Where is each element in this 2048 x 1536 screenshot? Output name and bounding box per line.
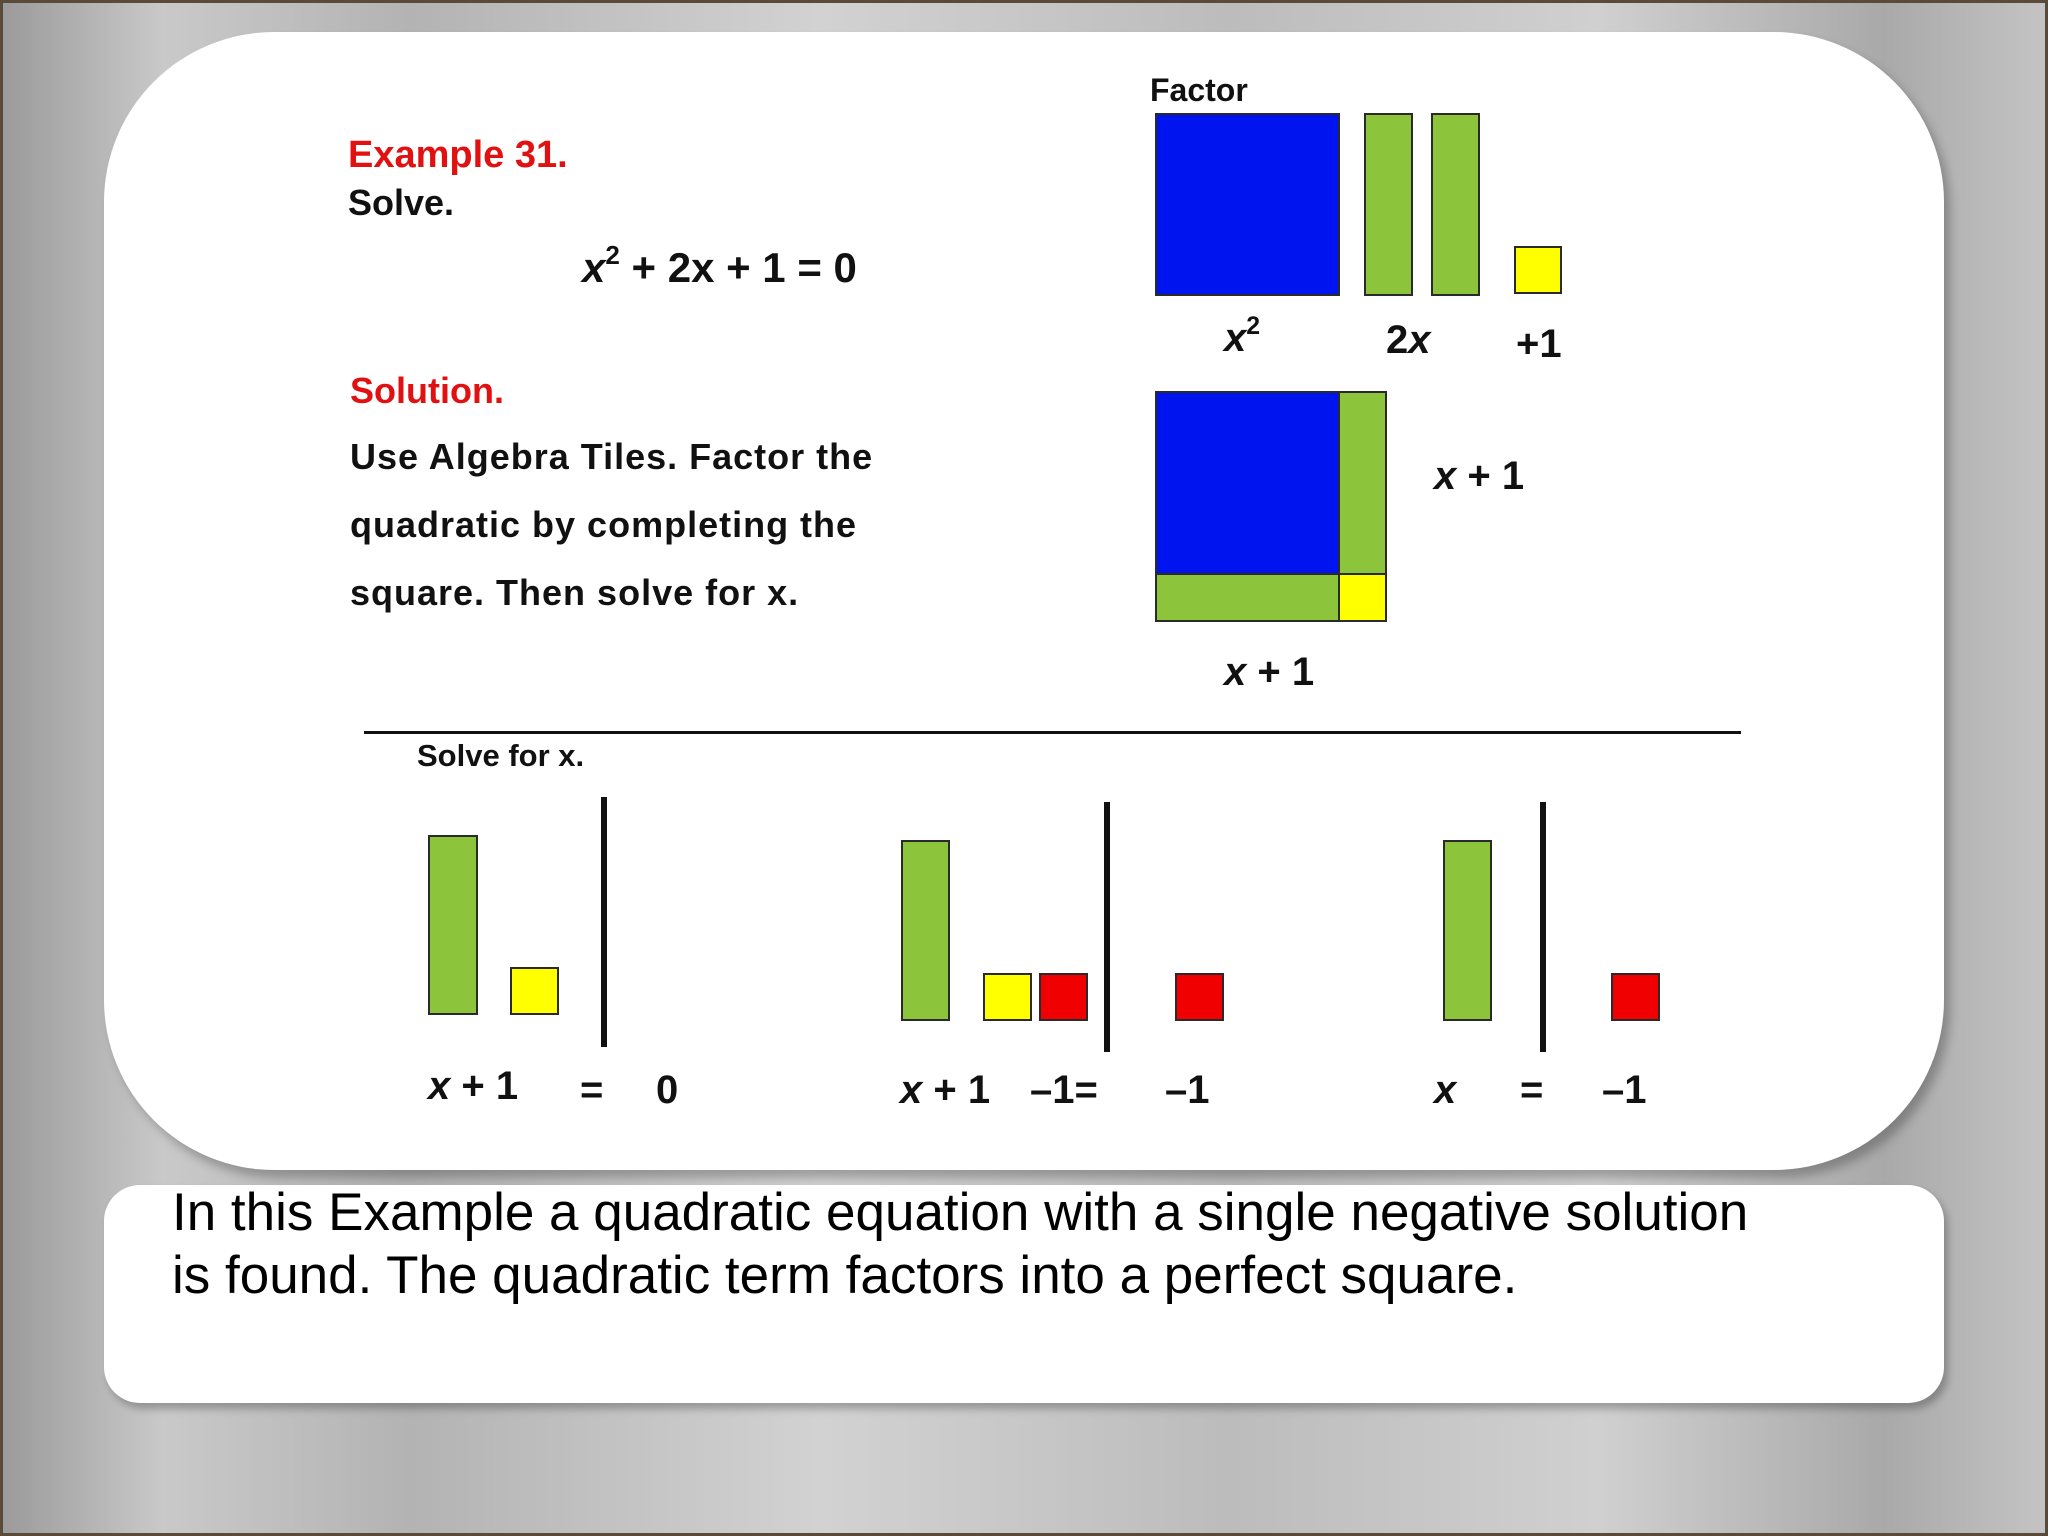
square-unit-tile	[1338, 573, 1387, 622]
two-x-label-coef: 2	[1386, 318, 1409, 362]
solution-line-3: square. Then solve for x.	[350, 572, 800, 613]
step1-lhs-rest: + 1	[450, 1064, 519, 1108]
step2-lhs-rest: + 1	[922, 1068, 991, 1112]
step1-lhs-var: x	[428, 1064, 451, 1108]
x-tile-2	[1431, 113, 1480, 296]
side-bottom-label	[1224, 650, 1314, 695]
step1-x-tile	[428, 835, 478, 1015]
example-title: Example 31.	[348, 134, 568, 176]
step1-rhs: 0	[656, 1068, 679, 1112]
solution-line-2: quadratic by completing the	[350, 504, 858, 545]
step2-negative-unit-tile-rhs	[1175, 973, 1224, 1021]
x-squared-label-exp: 2	[1246, 313, 1261, 341]
step3-x-tile	[1443, 840, 1492, 1021]
caption-line-1: In this Example a quadratic equation with a single negative solution	[172, 1183, 1749, 1242]
factor-label: Factor	[1150, 72, 1248, 108]
step2-equals-bar	[1104, 802, 1110, 1052]
x-squared-tile	[1155, 113, 1340, 296]
step3-equals: =	[1520, 1068, 1544, 1112]
x-squared-label	[1224, 313, 1261, 361]
solution-line-1: Use Algebra Tiles. Factor the	[350, 436, 874, 477]
step3-lhs: x	[1434, 1068, 1457, 1112]
unit-tile	[1514, 246, 1562, 294]
equation-exponent: 2	[605, 240, 620, 271]
step2-minus-one: –1=	[1030, 1068, 1098, 1112]
step1-lhs	[428, 1064, 518, 1109]
square-x-tile-right	[1338, 391, 1387, 575]
step1-unit-tile	[510, 967, 559, 1015]
x-tile-1	[1364, 113, 1413, 296]
step3-equals-bar	[1540, 802, 1546, 1052]
square-x-squared-tile	[1155, 391, 1340, 575]
step2-lhs	[900, 1068, 990, 1113]
solve-for-x-title: Solve for x.	[417, 738, 585, 773]
step1-equals: =	[580, 1068, 604, 1112]
step2-x-tile	[901, 840, 950, 1021]
side-right-var: x	[1434, 454, 1457, 498]
step3-rhs: –1	[1602, 1068, 1647, 1112]
step2-negative-unit-tile-lhs	[1039, 973, 1088, 1021]
caption-line-2: is found. The quadratic term factors into a perfect square.	[172, 1246, 1518, 1305]
x-squared-label-var: x	[1224, 316, 1247, 360]
two-x-label	[1386, 318, 1431, 363]
solution-title: Solution.	[350, 370, 504, 411]
side-right-label	[1434, 454, 1524, 499]
step2-rhs: –1	[1165, 1068, 1210, 1112]
step2-unit-tile	[983, 973, 1032, 1021]
problem-equation	[582, 240, 857, 292]
two-x-label-var: x	[1408, 318, 1431, 362]
section-divider	[364, 731, 1741, 734]
plus-one-label: +1	[1516, 322, 1562, 366]
step2-lhs-var: x	[900, 1068, 923, 1112]
equation-variable: x	[582, 244, 606, 291]
solve-label: Solve.	[348, 182, 455, 223]
side-bottom-var: x	[1224, 650, 1247, 694]
square-x-tile-bottom	[1155, 573, 1340, 622]
step1-equals-bar	[601, 797, 607, 1047]
side-bottom-rest: + 1	[1246, 650, 1315, 694]
step3-negative-unit-tile	[1611, 973, 1660, 1021]
equation-rest: + 2x + 1 = 0	[619, 244, 857, 291]
side-right-rest: + 1	[1456, 454, 1525, 498]
